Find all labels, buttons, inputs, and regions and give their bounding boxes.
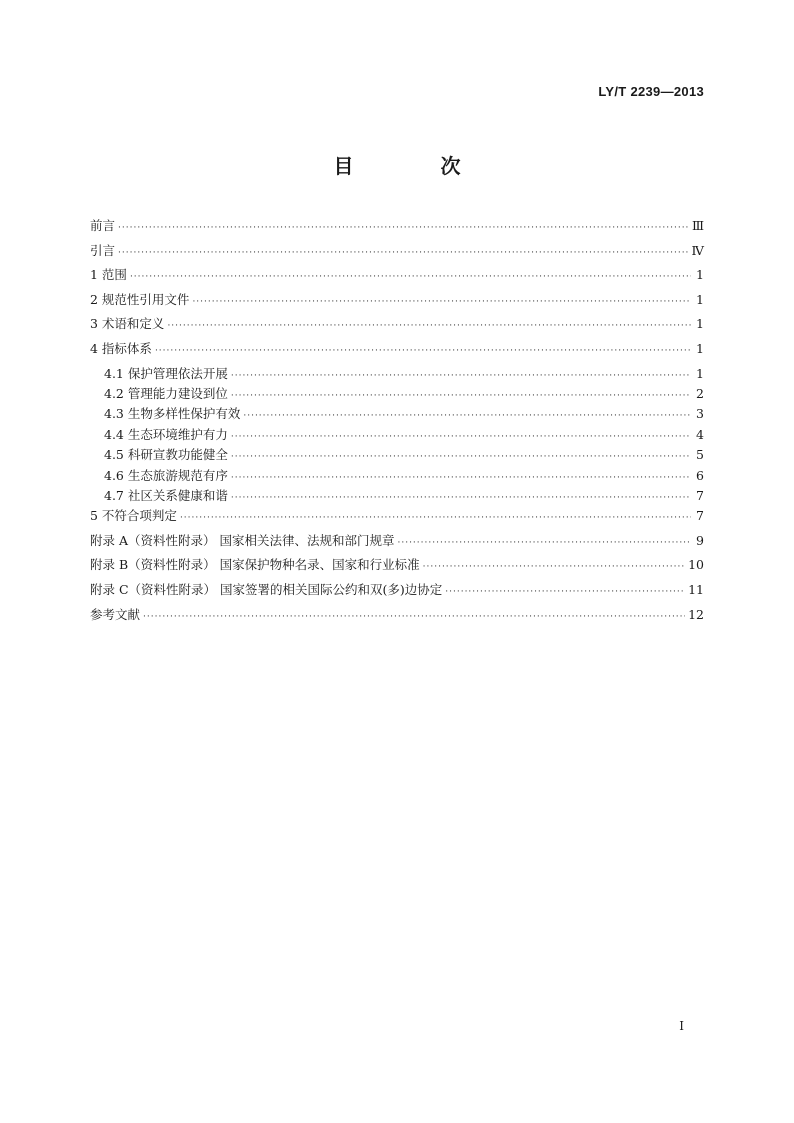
toc-entry-label: 引言 — [90, 242, 116, 258]
toc-entry-page: 4 — [696, 426, 704, 442]
toc-entry-label: 3 术语和定义 — [90, 316, 165, 332]
toc-entry-label: 4.4 生态环境维护有力 — [104, 426, 228, 442]
toc-entry[interactable] — [90, 290, 704, 315]
toc-leader-dots — [180, 513, 691, 523]
page-number: I — [679, 1019, 684, 1033]
toc-entry-page: 1 — [696, 365, 704, 381]
toc-entry-page: 7 — [696, 508, 704, 524]
toc-entry-page: 3 — [696, 406, 704, 422]
toc-entry-page: 1 — [696, 267, 704, 283]
toc-entry[interactable] — [90, 531, 704, 556]
toc-entry-label: 4.3 生物多样性保护有效 — [104, 406, 241, 422]
toc-entry-page: Ⅲ — [691, 218, 704, 233]
toc-entry-page: 7 — [696, 487, 704, 503]
toc-entry[interactable] — [90, 506, 704, 531]
toc-leader-dots — [118, 223, 689, 233]
toc-entry-label: 4.7 社区关系健康和谐 — [104, 487, 228, 503]
toc-leader-dots — [155, 346, 691, 356]
toc-leader-dots — [118, 248, 688, 258]
toc-entry-page: 10 — [688, 557, 704, 573]
toc-entry-label: 4.6 生态旅游规范有序 — [104, 467, 228, 483]
toc-leader-dots — [423, 562, 685, 572]
toc-entry-page: 1 — [696, 291, 704, 307]
toc-entry-page: 1 — [696, 340, 704, 356]
toc-leader-dots — [192, 297, 691, 307]
toc-entry-page: Ⅳ — [691, 242, 704, 258]
toc-entry[interactable] — [90, 339, 704, 364]
toc-leader-dots — [231, 473, 691, 483]
toc-leader-dots — [231, 432, 691, 442]
toc-entry[interactable] — [90, 216, 704, 241]
toc-entry[interactable] — [90, 605, 704, 630]
toc-entry-label: 4.1 保护管理依法开展 — [104, 365, 228, 381]
toc-entry-label: 附录 B（资料性附录） 国家保护物种名录、国家和行业标准 — [90, 557, 420, 573]
toc-entry-label: 参考文献 — [90, 606, 141, 622]
toc-leader-dots — [167, 321, 691, 331]
toc-entry-page: 5 — [696, 447, 704, 463]
toc-entry-label: 前言 — [90, 218, 116, 233]
toc-entry-label: 附录 C（资料性附录） 国家签署的相关国际公约和双(多)边协定 — [90, 582, 443, 598]
toc-leader-dots — [130, 272, 691, 282]
toc-leader-dots — [445, 587, 685, 597]
toc-leader-dots — [231, 391, 691, 401]
toc-leader-dots — [231, 371, 691, 381]
page-title: 目 次 — [333, 154, 501, 178]
toc-leader-dots — [231, 493, 691, 503]
toc-entry-page: 6 — [696, 467, 704, 483]
toc-entry[interactable] — [90, 384, 704, 404]
toc-entry-page: 2 — [696, 385, 704, 401]
toc-entry-label: 1 范围 — [90, 267, 127, 283]
toc-entry[interactable] — [90, 486, 704, 506]
standard-code: LY/T 2239—2013 — [598, 84, 704, 99]
table-of-contents — [90, 216, 704, 629]
toc-leader-dots — [231, 452, 691, 462]
toc-entry-label: 4 指标体系 — [90, 340, 152, 356]
toc-entry-label: 5 不符合项判定 — [90, 508, 177, 524]
toc-entry-page: 12 — [688, 606, 704, 622]
toc-entry-page: 9 — [696, 532, 704, 548]
toc-leader-dots — [397, 538, 691, 548]
toc-leader-dots — [243, 411, 691, 421]
toc-entry-label: 附录 A（资料性附录） 国家相关法律、法规和部门规章 — [90, 532, 395, 548]
toc-entry[interactable] — [90, 425, 704, 445]
toc-entry[interactable] — [90, 364, 704, 384]
toc-entry[interactable] — [90, 265, 704, 290]
toc-entry-page: 11 — [688, 582, 704, 598]
toc-entry[interactable] — [90, 580, 704, 605]
toc-entry-label: 4.5 科研宣教功能健全 — [104, 447, 228, 463]
toc-entry-page: 1 — [696, 316, 704, 332]
toc-entry[interactable] — [90, 466, 704, 486]
toc-entry[interactable] — [90, 314, 704, 339]
toc-entry[interactable] — [90, 241, 704, 266]
toc-leader-dots — [143, 612, 685, 622]
toc-entry-label: 2 规范性引用文件 — [90, 291, 190, 307]
toc-entry[interactable] — [90, 404, 704, 424]
toc-entry[interactable] — [90, 555, 704, 580]
toc-entry[interactable] — [90, 445, 704, 465]
toc-entry-label: 4.2 管理能力建设到位 — [104, 385, 228, 401]
